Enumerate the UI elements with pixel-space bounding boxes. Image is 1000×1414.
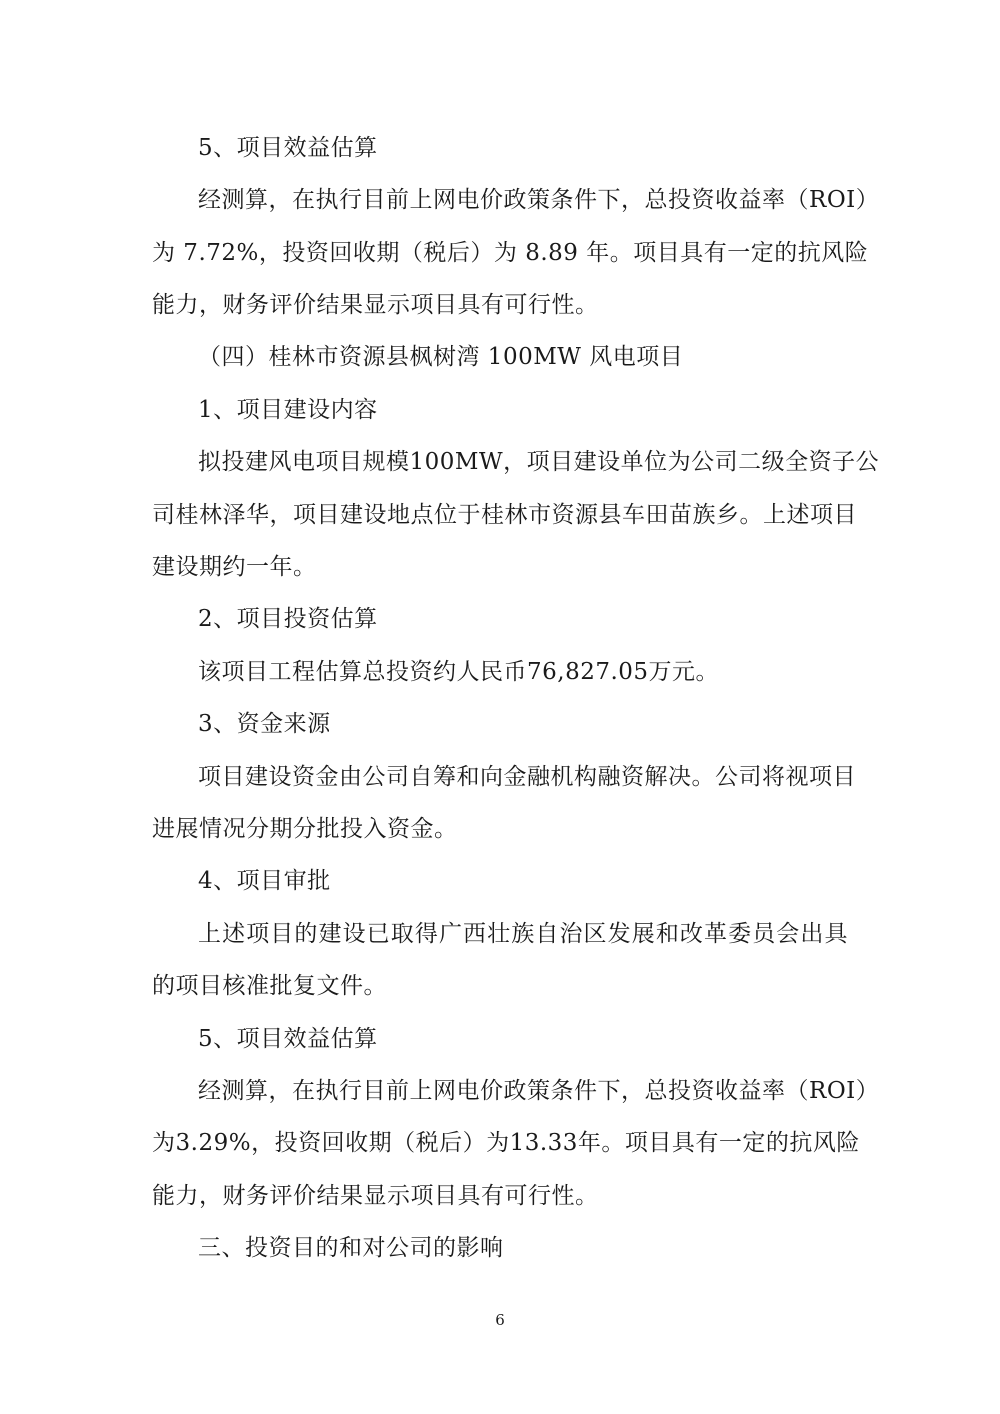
paragraph-line: 经测算，在执行目前上网电价政策条件下，总投资收益率（ROI） bbox=[198, 1078, 880, 1104]
paragraph-line: 进展情况分期分批投入资金。 bbox=[152, 816, 458, 842]
page-number: 6 bbox=[495, 1311, 505, 1329]
heading-project-approval: 4、项目审批 bbox=[198, 868, 331, 894]
section-heading-fengshuwan: （四）桂林市资源县枫树湾 100MW 风电项目 bbox=[198, 344, 684, 370]
heading-investment-estimate: 2、项目投资估算 bbox=[198, 606, 378, 632]
paragraph-line: 项目建设资金由公司自筹和向金融机构融资解决。公司将视项目 bbox=[198, 764, 856, 790]
paragraph-line: 该项目工程估算总投资约人民币76,827.05万元。 bbox=[198, 659, 720, 685]
paragraph-line: 为3.29%，投资回收期（税后）为13.33年。项目具有一定的抗风险 bbox=[152, 1130, 860, 1156]
paragraph-line: 拟投建风电项目规模100MW，项目建设单位为公司二级全资子公 bbox=[198, 449, 880, 475]
heading-benefit-estimate-1: 5、项目效益估算 bbox=[198, 135, 378, 161]
paragraph-line: 能力，财务评价结果显示项目具有可行性。 bbox=[152, 1183, 599, 1209]
paragraph-line: 能力，财务评价结果显示项目具有可行性。 bbox=[152, 292, 599, 318]
paragraph-line: 上述项目的建设已取得广西壮族自治区发展和改革委员会出具 bbox=[198, 921, 848, 947]
heading-construction-content: 1、项目建设内容 bbox=[198, 397, 378, 423]
paragraph-line: 经测算，在执行目前上网电价政策条件下，总投资收益率（ROI） bbox=[198, 187, 880, 213]
section-heading-investment-purpose: 三、投资目的和对公司的影响 bbox=[198, 1235, 504, 1261]
paragraph-line: 为 7.72%，投资回收期（税后）为 8.89 年。项目具有一定的抗风险 bbox=[152, 240, 869, 266]
paragraph-line: 司桂林泽华，项目建设地点位于桂林市资源县车田苗族乡。上述项目 bbox=[152, 502, 857, 528]
paragraph-line: 建设期约一年。 bbox=[152, 554, 317, 580]
heading-benefit-estimate-2: 5、项目效益估算 bbox=[198, 1026, 378, 1052]
heading-funding-source: 3、资金来源 bbox=[198, 711, 331, 737]
paragraph-line: 的项目核准批复文件。 bbox=[152, 973, 387, 999]
